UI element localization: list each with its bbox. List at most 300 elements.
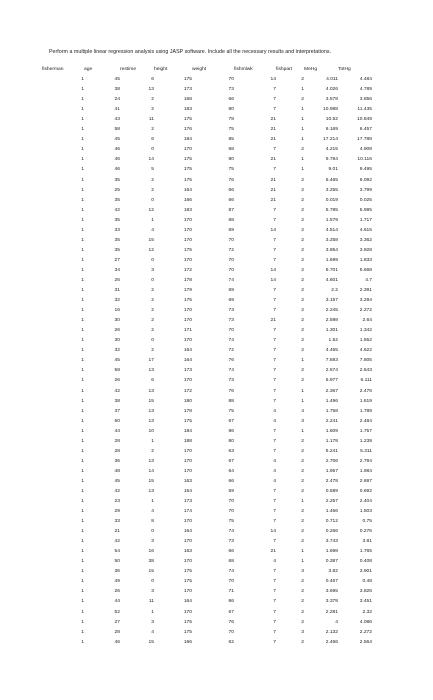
- cell-fishmlwk: 4: [273, 408, 276, 414]
- cell-restime: 13: [148, 458, 154, 464]
- cell-age: 32: [114, 348, 120, 354]
- cell-height: 170: [183, 147, 192, 153]
- cell-tothg: 4.086: [359, 619, 372, 625]
- table-row: [42, 527, 372, 537]
- column-header-fisherman: fisherman: [42, 67, 64, 72]
- cell-weight: 66: [228, 97, 234, 103]
- cell-mehg: 4.026: [325, 87, 338, 93]
- cell-fisherman: 1: [81, 217, 84, 223]
- cell-height: 183: [183, 107, 192, 113]
- cell-fishpart: 2: [301, 529, 304, 535]
- cell-restime: 2: [151, 288, 154, 294]
- cell-fisherman: 1: [81, 237, 84, 243]
- cell-weight: 69: [228, 227, 234, 233]
- cell-age: 42: [114, 488, 120, 494]
- cell-fishmlwk: 7: [273, 298, 276, 304]
- cell-age: 35: [114, 247, 120, 253]
- cell-tothg: 2.484: [359, 418, 372, 424]
- cell-weight: 76: [228, 358, 234, 364]
- cell-age: 36: [114, 569, 120, 575]
- cell-height: 184: [183, 428, 192, 434]
- cell-fishmlwk: 7: [273, 428, 276, 434]
- column-header-fishpart: fishpart: [276, 67, 293, 72]
- cell-height: 173: [183, 368, 192, 374]
- cell-height: 170: [183, 257, 192, 263]
- cell-age: 38: [114, 398, 120, 404]
- cell-restime: 0: [151, 197, 154, 203]
- cell-fishpart: 2: [301, 328, 304, 334]
- cell-height: 170: [183, 559, 192, 565]
- cell-weight: 59: [228, 488, 234, 494]
- cell-fisherman: 1: [81, 338, 84, 344]
- cell-age: 26: [114, 378, 120, 384]
- cell-age: 28: [114, 438, 120, 444]
- cell-weight: 86: [228, 599, 234, 605]
- cell-fisherman: 1: [81, 448, 84, 454]
- cell-tothg: 1.833: [359, 257, 372, 263]
- cell-tothg: 2.697: [359, 478, 372, 484]
- cell-restime: 2: [151, 107, 154, 113]
- cell-restime: 13: [148, 408, 154, 414]
- cell-age: 25: [114, 187, 120, 193]
- cell-weight: 74: [228, 368, 234, 374]
- cell-height: 175: [183, 177, 192, 183]
- cell-tothg: 1.342: [359, 328, 372, 334]
- cell-mehg: 9.01: [328, 167, 338, 173]
- cell-fisherman: 1: [81, 197, 84, 203]
- cell-mehg: 3.695: [325, 589, 338, 595]
- cell-fishpart: 2: [301, 227, 304, 233]
- cell-fishpart: 2: [301, 298, 304, 304]
- table-row: [42, 497, 372, 507]
- cell-weight: 75: [228, 167, 234, 173]
- cell-fisherman: 1: [81, 639, 84, 645]
- cell-fishpart: 2: [301, 267, 304, 273]
- cell-weight: 85: [228, 137, 234, 143]
- cell-fisherman: 1: [81, 569, 84, 575]
- table-row: [42, 155, 372, 165]
- cell-weight: 70: [228, 267, 234, 273]
- table-row: [42, 246, 372, 256]
- cell-height: 188: [183, 438, 192, 444]
- table-row: [42, 407, 372, 417]
- cell-fishmlwk: 7: [273, 609, 276, 615]
- cell-mehg: 0.266: [325, 529, 338, 535]
- cell-tothg: 3.856: [359, 97, 372, 103]
- cell-weight: 72: [228, 247, 234, 253]
- cell-mehg: 10.988: [323, 107, 338, 113]
- cell-fishmlwk: 7: [273, 87, 276, 93]
- cell-fishmlwk: 7: [273, 207, 276, 213]
- column-header-fishmlwk: fishmlwk: [234, 67, 253, 72]
- table-row: [42, 95, 372, 105]
- cell-fisherman: 1: [81, 167, 84, 173]
- cell-restime: 0: [151, 529, 154, 535]
- cell-fishmlwk: 7: [273, 438, 276, 444]
- cell-age: 34: [114, 267, 120, 273]
- cell-fisherman: 1: [81, 187, 84, 193]
- cell-age: 45: [114, 77, 120, 83]
- cell-weight: 67: [228, 458, 234, 464]
- cell-age: 30: [114, 338, 120, 344]
- cell-mehg: 5.977: [325, 378, 338, 384]
- cell-height: 175: [183, 117, 192, 123]
- cell-fishpart: 2: [301, 519, 304, 525]
- cell-mehg: 4: [335, 619, 338, 625]
- cell-height: 175: [183, 77, 192, 83]
- cell-fishpart: 2: [301, 277, 304, 283]
- cell-restime: 5: [151, 167, 154, 173]
- cell-age: 45: [114, 478, 120, 484]
- cell-weight: 68: [228, 147, 234, 153]
- cell-weight: 74: [228, 569, 234, 575]
- cell-fisherman: 1: [81, 348, 84, 354]
- cell-fishmlwk: 7: [273, 338, 276, 344]
- cell-fishpart: 1: [301, 127, 304, 133]
- cell-fisherman: 1: [81, 458, 84, 464]
- cell-fishpart: 1: [301, 137, 304, 143]
- cell-fisherman: 1: [81, 257, 84, 263]
- cell-restime: 2: [151, 448, 154, 454]
- cell-restime: 13: [148, 368, 154, 374]
- cell-tothg: 5.668: [359, 267, 372, 273]
- cell-fishmlwk: 21: [270, 137, 276, 143]
- cell-fishmlwk: 7: [273, 328, 276, 334]
- cell-fisherman: 1: [81, 97, 84, 103]
- cell-age: 38: [114, 87, 120, 93]
- cell-weight: 75: [228, 408, 234, 414]
- cell-mehg: 0.019: [325, 197, 338, 203]
- cell-tothg: 1.619: [359, 398, 372, 404]
- cell-fishmlwk: 7: [273, 619, 276, 625]
- cell-height: 175: [183, 619, 192, 625]
- cell-height: 171: [183, 328, 192, 334]
- cell-age: 46: [114, 147, 120, 153]
- table-row: [42, 577, 372, 587]
- cell-fisherman: 1: [81, 549, 84, 555]
- column-header-tothg: TotHg: [338, 67, 351, 72]
- cell-fishpart: 2: [301, 478, 304, 484]
- cell-restime: 12: [148, 247, 154, 253]
- cell-age: 36: [114, 458, 120, 464]
- cell-fishmlwk: 4: [273, 468, 276, 474]
- cell-restime: 13: [148, 388, 154, 394]
- cell-restime: 1: [151, 217, 154, 223]
- cell-age: 46: [114, 157, 120, 163]
- cell-weight: 70: [228, 257, 234, 263]
- cell-weight: 80: [228, 157, 234, 163]
- cell-weight: 74: [228, 338, 234, 344]
- cell-fisherman: 1: [81, 478, 84, 484]
- cell-weight: 74: [228, 277, 234, 283]
- cell-fishpart: 2: [301, 468, 304, 474]
- cell-fishpart: 2: [301, 458, 304, 464]
- cell-fisherman: 1: [81, 147, 84, 153]
- cell-weight: 66: [228, 478, 234, 484]
- cell-restime: 14: [148, 468, 154, 474]
- cell-restime: 13: [148, 418, 154, 424]
- cell-tothg: 3.294: [359, 298, 372, 304]
- cell-restime: 4: [151, 509, 154, 515]
- cell-age: 26: [114, 328, 120, 334]
- cell-fisherman: 1: [81, 277, 84, 283]
- cell-height: 166: [183, 639, 192, 645]
- cell-height: 164: [183, 599, 192, 605]
- cell-age: 52: [114, 609, 120, 615]
- cell-tothg: 2.794: [359, 458, 372, 464]
- cell-tothg: 2.643: [359, 368, 372, 374]
- cell-mehg: 17.214: [323, 137, 338, 143]
- table-row: [42, 115, 372, 125]
- cell-tothg: 1.552: [359, 338, 372, 344]
- cell-height: 175: [183, 167, 192, 173]
- cell-tothg: 1.789: [359, 408, 372, 414]
- cell-tothg: 4.789: [359, 87, 372, 93]
- cell-fishpart: 2: [301, 539, 304, 545]
- cell-tothg: 5.311: [360, 448, 372, 454]
- cell-weight: 76: [228, 619, 234, 625]
- cell-height: 164: [183, 187, 192, 193]
- table-row: [42, 487, 372, 497]
- cell-weight: 73: [228, 308, 234, 314]
- cell-tothg: 4.622: [359, 348, 372, 354]
- cell-age: 35: [114, 197, 120, 203]
- cell-height: 178: [183, 277, 192, 283]
- cell-fishmlwk: 14: [270, 277, 276, 283]
- cell-mehg: 3.578: [325, 97, 338, 103]
- cell-fishpart: 2: [301, 197, 304, 203]
- cell-age: 33: [114, 519, 120, 525]
- cell-restime: 15: [148, 569, 154, 575]
- cell-tothg: 2.32: [362, 609, 372, 615]
- cell-age: 27: [114, 257, 120, 263]
- cell-fishmlwk: 7: [273, 599, 276, 605]
- table-row: [42, 326, 372, 336]
- cell-tothg: 3.81: [362, 539, 372, 545]
- cell-weight: 75: [228, 127, 234, 133]
- cell-fishpart: 2: [301, 207, 304, 213]
- cell-mehg: 3.258: [325, 237, 338, 243]
- cell-mehg: 9.784: [325, 157, 338, 163]
- cell-mehg: 0.387: [325, 559, 338, 565]
- cell-fishmlwk: 7: [273, 167, 276, 173]
- cell-age: 35: [114, 217, 120, 223]
- cell-weight: 67: [228, 418, 234, 424]
- cell-tothg: 11.435: [357, 107, 372, 113]
- cell-fishmlwk: 7: [273, 639, 276, 645]
- cell-fishmlwk: 7: [273, 368, 276, 374]
- cell-mehg: 4.601: [325, 277, 338, 283]
- cell-weight: 67: [228, 609, 234, 615]
- cell-mehg: 2.478: [325, 478, 338, 484]
- cell-weight: 70: [228, 509, 234, 515]
- cell-fishmlwk: 7: [273, 237, 276, 243]
- cell-fishpart: 1: [301, 87, 304, 93]
- table-row: [42, 316, 372, 326]
- cell-mehg: 2.466: [325, 639, 338, 645]
- cell-fisherman: 1: [81, 488, 84, 494]
- cell-tothg: 6.457: [359, 127, 372, 133]
- cell-mehg: 1.52: [328, 338, 338, 344]
- cell-mehg: 1.178: [325, 438, 338, 444]
- cell-fishpart: 2: [301, 348, 304, 354]
- cell-mehg: 1.496: [325, 398, 338, 404]
- instruction-text: Perform a multiple linear regression analysis using JASP software. Include all the necessary results and interpretations.: [49, 49, 332, 55]
- cell-tothg: 1.239: [359, 438, 372, 444]
- cell-tothg: 2.272: [359, 308, 372, 314]
- cell-tothg: 4.484: [359, 77, 372, 83]
- cell-age: 58: [114, 368, 120, 374]
- table-row: [42, 356, 372, 366]
- cell-tothg: 2.476: [359, 388, 372, 394]
- cell-mehg: 2.132: [325, 629, 338, 635]
- table-row: [42, 165, 372, 175]
- cell-mehg: 3.82: [328, 569, 338, 575]
- cell-age: 33: [114, 227, 120, 233]
- cell-age: 44: [114, 599, 120, 605]
- table-row: [42, 507, 372, 517]
- cell-age: 41: [114, 107, 120, 113]
- cell-mehg: 2.367: [325, 388, 338, 394]
- cell-height: 180: [183, 398, 192, 404]
- table-row: [42, 447, 372, 457]
- table-body: [42, 75, 372, 648]
- cell-fishmlwk: 21: [270, 197, 276, 203]
- table-row: [42, 256, 372, 266]
- cell-height: 163: [183, 478, 192, 484]
- cell-age: 37: [114, 408, 120, 414]
- column-header-height: height: [154, 67, 168, 72]
- cell-fishmlwk: 7: [273, 288, 276, 294]
- cell-restime: 0: [151, 277, 154, 283]
- cell-age: 42: [114, 388, 120, 394]
- table-row: [42, 105, 372, 115]
- cell-age: 23: [114, 499, 120, 505]
- cell-weight: 76: [228, 388, 234, 394]
- cell-fishpart: 2: [301, 579, 304, 585]
- cell-weight: 69: [228, 288, 234, 294]
- cell-mehg: 1.698: [325, 549, 338, 555]
- table-row: [42, 618, 372, 628]
- header-row: [42, 65, 372, 75]
- cell-weight: 73: [228, 539, 234, 545]
- cell-weight: 68: [228, 217, 234, 223]
- cell-height: 166: [183, 197, 192, 203]
- cell-fishmlwk: 7: [273, 217, 276, 223]
- cell-height: 170: [183, 308, 192, 314]
- table-row: [42, 336, 372, 346]
- cell-restime: 6: [151, 137, 154, 143]
- cell-age: 35: [114, 177, 120, 183]
- cell-weight: 86: [228, 428, 234, 434]
- cell-restime: 2: [151, 318, 154, 324]
- cell-height: 170: [183, 589, 192, 595]
- cell-fishpart: 1: [301, 167, 304, 173]
- cell-restime: 4: [151, 629, 154, 635]
- cell-fisherman: 1: [81, 298, 84, 304]
- cell-height: 170: [183, 237, 192, 243]
- cell-fisherman: 1: [81, 579, 84, 585]
- cell-mehg: 0.589: [325, 488, 338, 494]
- cell-tothg: 2.404: [359, 499, 372, 505]
- cell-tothg: 3.901: [359, 569, 372, 575]
- cell-weight: 73: [228, 318, 234, 324]
- table-row: [42, 346, 372, 356]
- cell-fishmlwk: 7: [273, 358, 276, 364]
- table-row: [42, 145, 372, 155]
- cell-age: 46: [114, 639, 120, 645]
- cell-fishmlwk: 7: [273, 589, 276, 595]
- cell-height: 175: [183, 247, 192, 253]
- cell-fishpart: 2: [301, 97, 304, 103]
- cell-restime: 15: [148, 478, 154, 484]
- cell-age: 26: [114, 589, 120, 595]
- cell-age: 31: [114, 288, 120, 294]
- cell-fisherman: 1: [81, 207, 84, 213]
- cell-fisherman: 1: [81, 288, 84, 294]
- table-row: [42, 587, 372, 597]
- cell-restime: 11: [148, 117, 154, 123]
- cell-fishpart: 2: [301, 288, 304, 294]
- table-row: [42, 236, 372, 246]
- cell-fishpart: 2: [301, 488, 304, 494]
- cell-height: 173: [183, 499, 192, 505]
- cell-restime: 1: [151, 499, 154, 505]
- cell-mehg: 2.245: [325, 308, 338, 314]
- table-row: [42, 457, 372, 467]
- cell-fishmlwk: 7: [273, 519, 276, 525]
- cell-fishpart: 2: [301, 509, 304, 515]
- table-row: [42, 608, 372, 618]
- cell-fishmlwk: 7: [273, 488, 276, 494]
- table-row: [42, 266, 372, 276]
- cell-fisherman: 1: [81, 599, 84, 605]
- cell-fisherman: 1: [81, 378, 84, 384]
- cell-fishmlwk: 7: [273, 629, 276, 635]
- cell-restime: 12: [148, 207, 154, 213]
- table-row: [42, 417, 372, 427]
- cell-height: 170: [183, 458, 192, 464]
- cell-fisherman: 1: [81, 107, 84, 113]
- cell-fisherman: 1: [81, 117, 84, 123]
- table-row: [42, 547, 372, 557]
- cell-fishmlwk: 7: [273, 448, 276, 454]
- cell-fisherman: 1: [81, 308, 84, 314]
- cell-tothg: 4.615: [359, 227, 372, 233]
- cell-fishpart: 3: [301, 569, 304, 575]
- column-header-weight: weight: [192, 67, 207, 72]
- cell-fisherman: 1: [81, 227, 84, 233]
- cell-tothg: 3.799: [359, 187, 372, 193]
- cell-restime: 14: [148, 157, 154, 163]
- table-row: [42, 567, 372, 577]
- cell-fishmlwk: 4: [273, 559, 276, 565]
- cell-fishmlwk: 7: [273, 579, 276, 585]
- cell-fishpart: 2: [301, 217, 304, 223]
- cell-age: 45: [114, 358, 120, 364]
- cell-mehg: 1.466: [325, 509, 338, 515]
- cell-mehg: 1.301: [325, 328, 338, 334]
- cell-fishpart: 1: [301, 499, 304, 505]
- table-row: [42, 85, 372, 95]
- cell-weight: 66: [228, 197, 234, 203]
- cell-mehg: 0.467: [325, 579, 338, 585]
- table-row: [42, 75, 372, 85]
- cell-restime: 2: [151, 298, 154, 304]
- cell-mehg: 1.758: [325, 408, 338, 414]
- cell-age: 30: [114, 318, 120, 324]
- cell-tothg: 7.805: [359, 358, 372, 364]
